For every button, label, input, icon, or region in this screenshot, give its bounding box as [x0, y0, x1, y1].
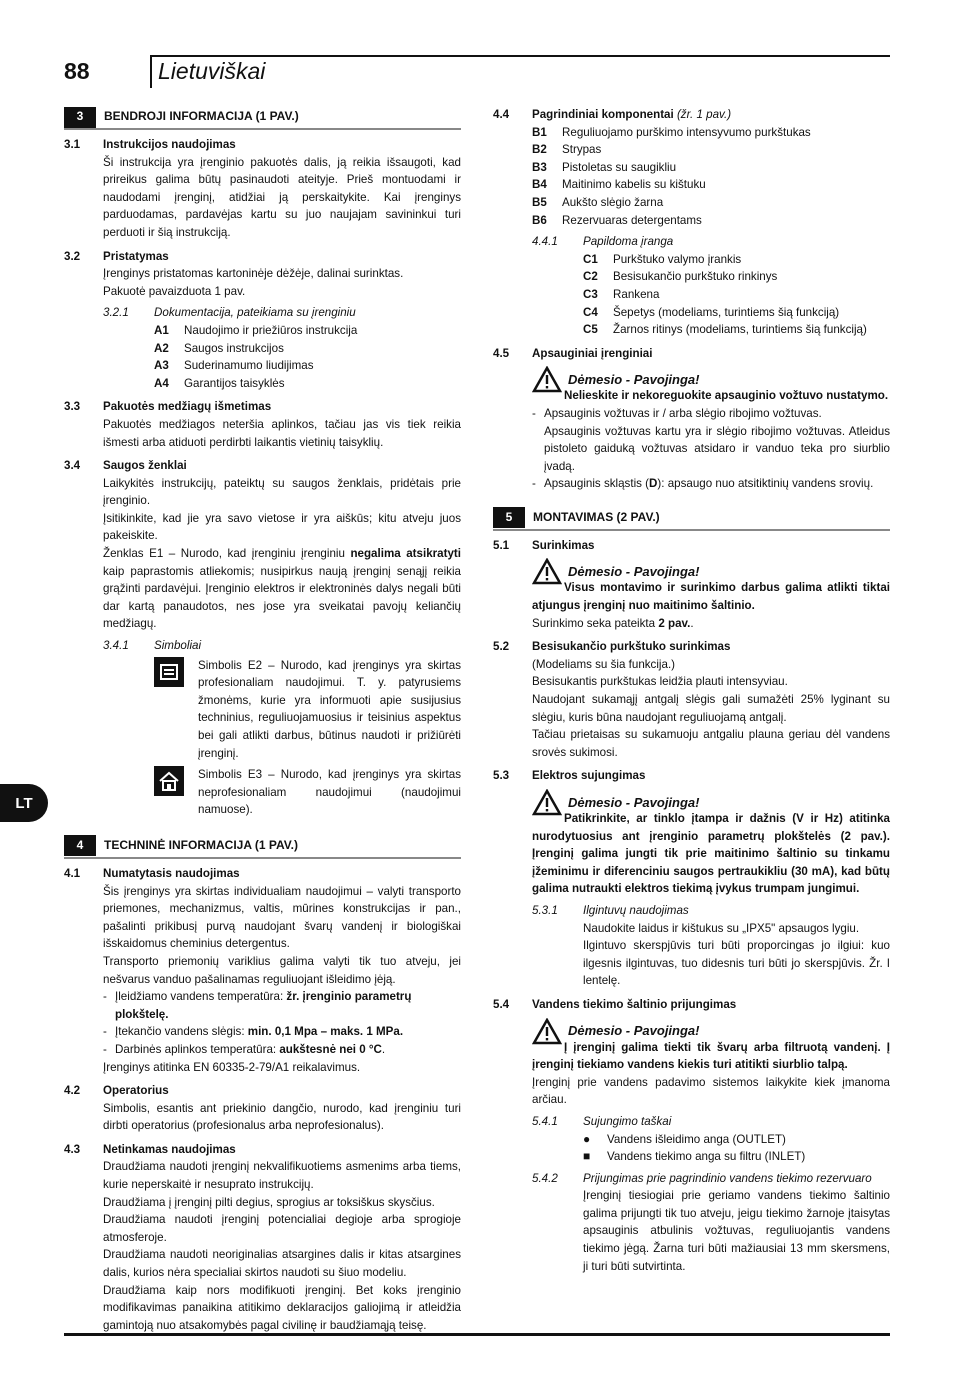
- subheading-number: 5.3.1: [532, 903, 558, 917]
- paragraph: (Modeliams su šia funkcija.): [532, 657, 676, 671]
- heading-4-4: [493, 106, 890, 124]
- subheading-5-3-1: [532, 902, 890, 920]
- list-item: [583, 304, 890, 322]
- section-number: 3: [64, 107, 96, 128]
- subheading-text: Prijungimas prie pagrindinio vandens tiekimo rezervuaro: [583, 1171, 872, 1185]
- heading-number: 5.4: [493, 997, 510, 1011]
- text-run-bold: aukštesnė nei 0 °C: [279, 1042, 382, 1056]
- item-text: Strypas: [562, 143, 602, 157]
- item-text: Šepetys (modeliams, turintiems šią funkciją): [613, 305, 840, 319]
- heading-text: Apsauginiai įrenginiai: [532, 346, 653, 360]
- figure-reference: (žr. 1 pav.): [673, 108, 732, 121]
- warning-icon: [532, 366, 562, 393]
- text-run: .: [381, 1042, 386, 1056]
- symbol-text: Simbolis E3 – Nurodo, kad įrenginys yra skirtas neprofesionaliam naudojimui (naudojimui namuose).: [198, 768, 461, 817]
- section-title: MONTAVIMAS (2 PAV.): [533, 510, 660, 525]
- item-code: C2: [583, 270, 598, 284]
- warning-text: Į įrenginį galima tiekti tik švarų arba filtruotą vandenį. Į įrenginį tiekiamo vandens kiekis turi atitikti siurblio talpą.: [532, 1040, 890, 1072]
- paragraph: Ilgintuvo skerspjūvis turi būti proporcingas jo ilgiui: kuo ilgesnis ilgintuvas, tuo didesnis turi būti jo skerspjūvis. Žr. I lentelę.: [583, 939, 890, 988]
- symbol-e3: [154, 766, 461, 819]
- heading-number: 4.1: [64, 866, 81, 880]
- text-run: Įtekančio vandens slėgis:: [115, 1025, 248, 1039]
- item-text: Naudojimo ir priežiūros instrukcija: [184, 323, 358, 337]
- warning-text: Nelieskite ir nekoreguokite apsauginio vožtuvo nustatymo.: [564, 389, 889, 403]
- warning-icon: [532, 1018, 562, 1045]
- heading-text: Pristatymas: [103, 249, 169, 263]
- list-item: [583, 1131, 890, 1149]
- paragraph: Pakuotė pavaizduota 1 pav.: [103, 284, 246, 298]
- subheading-number: 5.4.2: [532, 1171, 558, 1185]
- heading-5-1: [493, 537, 890, 555]
- paragraph: Simbolis, esantis ant priekinio dangčio, nurodo, kad įrenginiu turi dirbti operatorius (profesionalus arba neprofesionalus).: [103, 1101, 461, 1133]
- paragraph: Įrenginį prie vandens padavimo sistemos laikykite kiek įmanoma arčiau.: [532, 1075, 890, 1107]
- item-text: Aukšto slėgio žarna: [562, 195, 664, 209]
- subheading-text: Dokumentacija, pateikiama su įrenginiu: [154, 306, 356, 320]
- heading-text: Numatytasis naudojimas: [103, 866, 240, 880]
- list-item: - Įtekančio vandens slėgis: min. 0,1 Mpa – maks. 1 MPa.: [103, 1025, 404, 1039]
- text-run-bold: 2 pav.: [658, 616, 691, 630]
- section-4-heading: [64, 835, 461, 859]
- heading-number: 4.3: [64, 1142, 81, 1156]
- item-code: B1: [532, 125, 547, 139]
- language-tab[interactable]: LT: [0, 784, 48, 822]
- subheading-text: Ilgintuvų naudojimas: [583, 903, 689, 917]
- warning-icon: [532, 558, 562, 585]
- heading-text: Elektros sujungimas: [532, 769, 646, 783]
- list-item: [154, 340, 461, 358]
- list-item: [154, 357, 461, 375]
- item-text: Vandens tiekimo anga su filtru (INLET): [607, 1150, 806, 1164]
- warning-title: Dėmesio - Pavojinga!: [568, 794, 700, 810]
- heading-5-4: [493, 996, 890, 1014]
- subheading-text: Papildoma įranga: [583, 235, 674, 249]
- list-item: [532, 212, 890, 230]
- item-code: B4: [532, 178, 547, 192]
- subheading-5-4-1: [532, 1113, 890, 1131]
- heading-3-4: [64, 457, 461, 475]
- section-5-heading: [493, 507, 890, 531]
- item-text: Reguliuojamo purškimo intensyvumo purkštukas: [562, 125, 811, 139]
- text-run: Apsauginis skląstis (: [544, 477, 650, 491]
- item-text: Rankena: [613, 287, 660, 301]
- item-code: C1: [583, 252, 598, 266]
- section-3-heading: [64, 106, 461, 130]
- page-title: Lietuviškai: [158, 58, 266, 84]
- heading-4-2: [64, 1082, 461, 1100]
- item-code: C3: [583, 287, 598, 301]
- circle-bullet-icon: ●: [583, 1131, 591, 1146]
- warning-text: Patikrinkite, ar tinklo įtampa ir dažnis (V ir Hz) atitinka nurodytuosius ant įrenginio parametrų plokštelės (2 pav.). Įrenginį galima jungti tik prie maitinimo šaltinio su tinkamu įžeminimu ir diferenciniu saugos pertraukikliu (30 mA), kad būtų galima nutraukti elektros tiekimą įvykus trumpam jungimui.: [532, 812, 890, 896]
- list-item: [154, 375, 461, 393]
- text-run: ): apsaugo nuo atsitiktinių vandens srovių.: [657, 477, 874, 491]
- list-item: - Apsauginis vožtuvas ir / arba slėgio ribojimo vožtuvas.: [532, 405, 890, 423]
- list-item: [532, 124, 890, 142]
- heading-number: 3.2: [64, 249, 81, 263]
- heading-text: Surinkimas: [532, 538, 595, 552]
- item-code: B6: [532, 213, 547, 227]
- item-code: A1: [154, 323, 169, 337]
- subheading-text: Simboliai: [154, 639, 202, 653]
- warning-title: Dėmesio - Pavojinga!: [568, 1023, 700, 1039]
- paragraph: Apsauginis vožtuvas kartu yra ir slėgio ribojimo vožtuvas. Atleidus pistoleto gaiduką vožtuvas atsidaro ir vanduo teka pro siurblio įvadą.: [544, 424, 890, 473]
- paragraph: Šis įrenginys yra skirtas individualiam naudojimui – valyti transporto priemones, mechanizmus, valtis, mūrines konstrukcijas ir pan., pašalinti prikibusį purvą naudojant švarų vandenį ir biologiškai išskaidomus cheminius detergentus.: [103, 884, 461, 951]
- paragraph: Įsitikinkite, kad jie yra savo vietose ir yra aiškūs; kitu atveju juos pakeiskite.: [103, 511, 461, 543]
- heading-number: 5.1: [493, 538, 510, 552]
- item-text: Besisukančio purkštuko rinkinys: [613, 270, 778, 284]
- heading-number: 4.2: [64, 1084, 81, 1098]
- item-text: Saugos instrukcijos: [184, 341, 284, 355]
- heading-4-5: [493, 345, 890, 363]
- paragraph: Įrenginys atitinka EN 60335-2-79/A1 reikalavimus.: [103, 1060, 361, 1074]
- list-item: [532, 141, 890, 159]
- text-run: kaip paprastomis atliekomis; nusipirkus naują įrenginį senąjį reikia grąžinti pardavėjui. Įrenginio elektros ir elektroninės dalys negali būti dar kartą panaudotos, nes jose yra sveikatai pavojų keliančių medžiagų.: [103, 564, 461, 631]
- paragraph: Įrenginį tiesiogiai prie geriamo vandens tiekimo šaltinio galima prijungti tik tuo atveju, jeigu tiekimo žarnoje įtaisytas apsauginis atbulinis vožtuvas, reguliuojantis vandens tiekimo jėgą. Žarna turi būti mažiausiai 13 mm skersmens, ji turi būti sutvirtinta.: [583, 1189, 890, 1273]
- item-code: B3: [532, 160, 547, 174]
- text-run: Ženklas E1 – Nurodo, kad įrenginiu įrenginiu: [103, 547, 351, 561]
- symbol-e2: [154, 657, 461, 763]
- paragraph: Besisukantis purkštukas leidžia plauti intensyviau.: [532, 675, 788, 689]
- text-run-bold: D: [649, 477, 658, 491]
- warning-title: Dėmesio - Pavojinga!: [568, 564, 700, 580]
- subheading-number: 4.4.1: [532, 235, 558, 249]
- item-code: A4: [154, 376, 169, 390]
- paragraph: Pakuotės medžiagos neteršia aplinkos, tačiau jas vis tiek reikia išmesti arba atiduoti perdirbti laikantis vietinių taisyklių.: [103, 417, 461, 449]
- subheading-3-2-1: [103, 304, 461, 322]
- paragraph: Įrenginys pristatomas kartoninėje dėžėje, dalinai surinktas.: [103, 267, 404, 281]
- text-run: Surinkimo seka pateikta: [532, 616, 659, 630]
- heading-number: 3.1: [64, 138, 81, 151]
- section-number: 5: [493, 507, 525, 528]
- heading-text: Operatorius: [103, 1084, 169, 1098]
- warning-text: Visus montavimo ir surinkimo darbus galima atlikti tiktai atjungus įrenginį nuo maitinimo šaltinio.: [532, 581, 890, 613]
- item-code: B5: [532, 195, 547, 209]
- list-item: [583, 286, 890, 304]
- item-text: Žarnos ritinys (modeliams, turintiems šią funkciją): [613, 323, 867, 337]
- item-code: C5: [583, 323, 598, 337]
- text-run: Įleidžiamo vandens temperatūra:: [115, 990, 287, 1004]
- square-bullet-icon: ■: [583, 1149, 591, 1164]
- symbol-text: Simbolis E2 – Nurodo, kad įrenginys yra skirtas profesionaliam naudojimui. T. y. patyrusiems žmonėms, kurie yra informuoti apie susijusius techninius, reguliuojamuosius ir teisinius aspektus bei gali atlikti darbus, būtinus naudoti ir prižiūrėti įrenginį.: [198, 658, 461, 760]
- heading-number: 5.2: [493, 640, 510, 654]
- heading-3-1: [64, 136, 461, 154]
- paragraph: [103, 545, 461, 633]
- heading-text: Pagrindiniai komponentai: [532, 108, 674, 121]
- heading-text: Netinkamas naudojimas: [103, 1142, 236, 1156]
- paragraph: Draudžiama naudoti įrenginį potencialiai degioje arba sprogioje atmosferoje.: [103, 1213, 461, 1244]
- home-use-icon: [154, 766, 184, 796]
- paragraph: Draudžiama į įrenginį pilti degius, sprogius ar toksiškus skysčius.: [103, 1195, 435, 1209]
- paragraph: Draudžiama kaip nors modifikuoti įrenginį. Bet koks įrenginio modifikavimas panaikina atitikimo deklaracijos galiojimą ir atleidžia gamintoją nuo atsakomybės pagal civilinę ir baudžiamąją teisę.: [103, 1283, 461, 1332]
- header-divider: [150, 55, 152, 88]
- heading-text: Instrukcijos naudojimas: [103, 138, 236, 151]
- header-rule: [150, 55, 890, 57]
- section-number: 4: [64, 835, 96, 856]
- item-text: Purkštuko valymo įrankis: [613, 252, 742, 266]
- professional-use-icon: [154, 657, 184, 687]
- subheading-number: 5.4.1: [532, 1114, 558, 1128]
- warning-title: Dėmesio - Pavojinga!: [568, 372, 700, 388]
- item-text: Rezervuaras detergentams: [562, 213, 702, 227]
- text-run: .: [690, 616, 694, 630]
- heading-number: 4.5: [493, 346, 510, 360]
- item-text: Maitinimo kabelis su kištuku: [562, 178, 706, 192]
- list-item: - Įleidžiamo vandens temperatūra: žr. įrenginio parametrų plokštelę.: [103, 990, 412, 1021]
- list-item: - Apsauginis skląstis (D): apsaugo nuo atsitiktinių vandens srovių.: [532, 477, 874, 491]
- list-item: [583, 268, 890, 286]
- item-code: A2: [154, 341, 169, 355]
- section-title: TECHNINĖ INFORMACIJA (1 PAV.): [104, 838, 299, 853]
- list-item: [532, 194, 890, 212]
- heading-text: Saugos ženklai: [103, 459, 187, 473]
- paragraph: Draudžiama naudoti įrenginį nekvalifikuotiems asmenims arba tiems, kurie neperskaitė ir nesuprato instrukcijų.: [103, 1160, 461, 1192]
- text-run-bold: žr. įrenginio parametrų plokštelę.: [115, 990, 412, 1021]
- item-code: A3: [154, 359, 169, 373]
- subheading-number: 3.4.1: [103, 639, 129, 653]
- heading-3-2: [64, 248, 461, 266]
- heading-number: 3.4: [64, 459, 81, 473]
- item-code: C4: [583, 305, 598, 319]
- heading-text: Pakuotės medžiagų išmetimas: [103, 400, 272, 414]
- item-text: Suderinamumo liudijimas: [184, 359, 314, 373]
- heading-number: 3.3: [64, 400, 81, 414]
- paragraph: Ši instrukcija yra įrenginio pakuotės dalis, ją reikia išsaugoti, kad prireikus galima būtų pasinaudoti ateityje. Prieš montuodami ir naudodami įrenginį, atidžiai ją perskaitykite. Kai įrenginys parduodamas, pardavėjas kartu su juo naujajam savininkui turi perduoti ir šią instrukciją.: [103, 155, 461, 239]
- paragraph: Naudojant sukamąjį antgalį slėgis gali sumažėti 25% lyginant su slėgiu, kuris būna naudojant reguliuojamą antgalį.: [532, 693, 890, 724]
- list-item: [154, 322, 461, 340]
- subheading-text: Sujungimo taškai: [583, 1114, 672, 1128]
- paragraph: Naudokite laidus ir kištukus su „IPX5" apsaugos lygiu.: [583, 921, 860, 935]
- text-run-bold: min. 0,1 Mpa – maks. 1 MPa.: [247, 1025, 404, 1039]
- item-text: Apsauginis vožtuvas ir / arba slėgio ribojimo vožtuvas.: [544, 406, 822, 420]
- heading-text: Besisukančio purkštuko surinkimas: [532, 640, 731, 654]
- list-item: - Darbinės aplinkos temperatūra: aukštesnė nei 0 °C.: [103, 1042, 386, 1056]
- heading-number: 4.4: [493, 108, 510, 121]
- paragraph: Tačiau prietaisas su sukamuoju antgaliu plauna geriau dėl vandens srovės sukimosi.: [532, 728, 890, 759]
- heading-text: Vandens tiekimo šaltinio prijungimas: [532, 997, 737, 1011]
- subheading-5-4-2: [532, 1170, 890, 1188]
- subheading-3-4-1: [103, 637, 461, 655]
- heading-3-3: [64, 398, 461, 416]
- list-item: [583, 1148, 890, 1166]
- text-run-bold: negalima atsikratyti: [350, 547, 461, 561]
- list-item: [583, 321, 890, 339]
- left-column: [64, 106, 461, 1334]
- paragraph: [532, 615, 890, 633]
- section-title: BENDROJI INFORMACIJA (1 PAV.): [104, 109, 299, 124]
- heading-4-3: [64, 1141, 461, 1159]
- subheading-4-4-1: [532, 233, 890, 251]
- list-item: [532, 159, 890, 177]
- item-code: B2: [532, 143, 547, 157]
- paragraph: Transporto priemonių variklius galima valyti tik tuo atveju, jei nešvarus vanduo pašalinamas reguliuojant išleidimo įėją.: [103, 954, 461, 986]
- heading-4-1: [64, 865, 461, 883]
- list-item: [583, 251, 890, 269]
- warning-icon: [532, 789, 562, 816]
- item-text: Pistoletas su saugikliu: [562, 160, 677, 174]
- heading-5-2: [493, 638, 890, 656]
- heading-5-3: [493, 767, 890, 785]
- subheading-number: 3.2.1: [103, 306, 129, 320]
- heading-number: 5.3: [493, 769, 510, 783]
- list-item: [532, 176, 890, 194]
- page-number: 88: [64, 58, 90, 84]
- item-text: Vandens išleidimo anga (OUTLET): [607, 1132, 786, 1146]
- paragraph: Laikykitės instrukcijų, pateiktų su saugos ženklais, pridėtais prie įrenginio.: [103, 476, 461, 508]
- paragraph: Draudžiama naudoti neoriginalias atsargines dalis ir kitas atsargines dalis, kurios nėra specialiai skirtos naudoti su šiuo modeliu.: [103, 1248, 461, 1280]
- text-run: Darbinės aplinkos temperatūra:: [115, 1042, 280, 1056]
- right-column: [493, 106, 890, 1275]
- item-text: Garantijos taisyklės: [184, 376, 285, 390]
